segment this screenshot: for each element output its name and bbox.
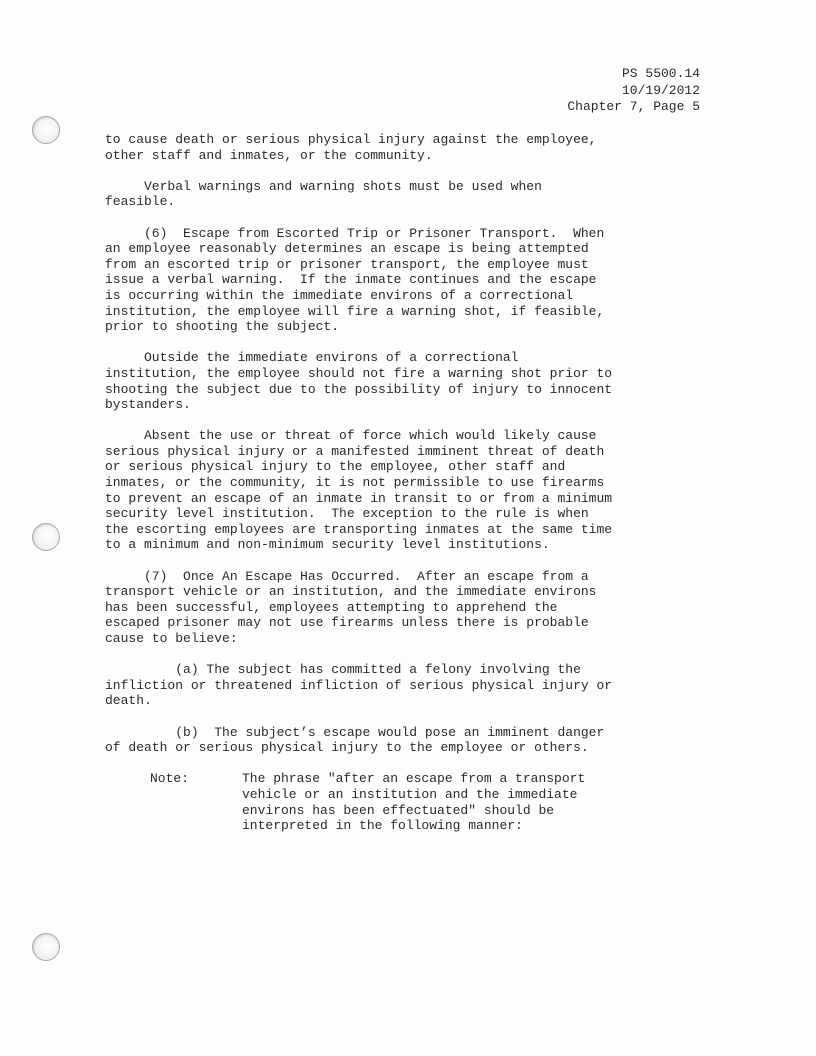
punch-hole-top <box>32 116 60 144</box>
punch-hole-bottom <box>32 933 60 961</box>
paragraph-escape-transport: (6) Escape from Escorted Trip or Prisoner Transport. When an employee reasonably determines an escape is being attempted from an escorted trip or prisoner transport, the employee must issue a verbal warning. If the inmate continues and the escape is occurring within the immediate environs of a correctional institution, the employee will fire a warning shot, if feasible, prior to shooting the subject. <box>105 225 605 335</box>
paragraph-outside-environs: Outside the immediate environs of a correctional institution, the employee should not fire a warning shot prior to shooting the subject due to the possibility of injury to innocent bystanders. <box>105 350 613 413</box>
paragraph-verbal-warnings: Verbal warnings and warning shots must be used when feasible. <box>105 178 542 210</box>
punch-hole-middle <box>32 523 60 551</box>
paragraph-absent-force: Absent the use or threat of force which would likely cause serious physical injury or a manifested imminent threat of death or serious physical injury to the employee, other staff and inmates, or the community, it is not permissible to use firearms to prevent an escape of an inmate in transit to or from a minimum security level institution. The exception to the rule is when the escorting employees are transporting inmates at the same time to a minimum and non-minimum security level institutions. <box>105 428 613 553</box>
policy-date: 10/19/2012 <box>621 82 700 98</box>
note-label: Note: <box>150 771 190 787</box>
body-text <box>105 132 705 834</box>
note-block <box>105 771 705 833</box>
page-reference: Chapter 7, Page 5 <box>567 99 700 114</box>
policy-number: PS 5500.14 <box>621 66 700 81</box>
page-header <box>567 66 700 116</box>
paragraph-escape-occurred: (7) Once An Escape Has Occurred. After an escape from a transport vehicle or an institution, and the immediate environs has been successful, employees attempting to apprehend the escaped prisoner may not use firearms unless there is probable cause to believe: <box>105 568 597 646</box>
note-text: The phrase "after an escape from a transport vehicle or an institution and the immediate environs has been effectuated" should be interpreted in the following manner: <box>242 771 586 834</box>
paragraph-item-b: (b) The subject’s escape would pose an imminent danger of death or serious physical injury to the employee or others. <box>105 724 605 756</box>
paragraph-item-a: (a) The subject has committed a felony involving the infliction or threatened infliction of serious physical injury or death. <box>105 662 613 709</box>
paragraph-continuation: to cause death or serious physical injury against the employee, other staff and inmates, or the community. <box>105 132 597 163</box>
